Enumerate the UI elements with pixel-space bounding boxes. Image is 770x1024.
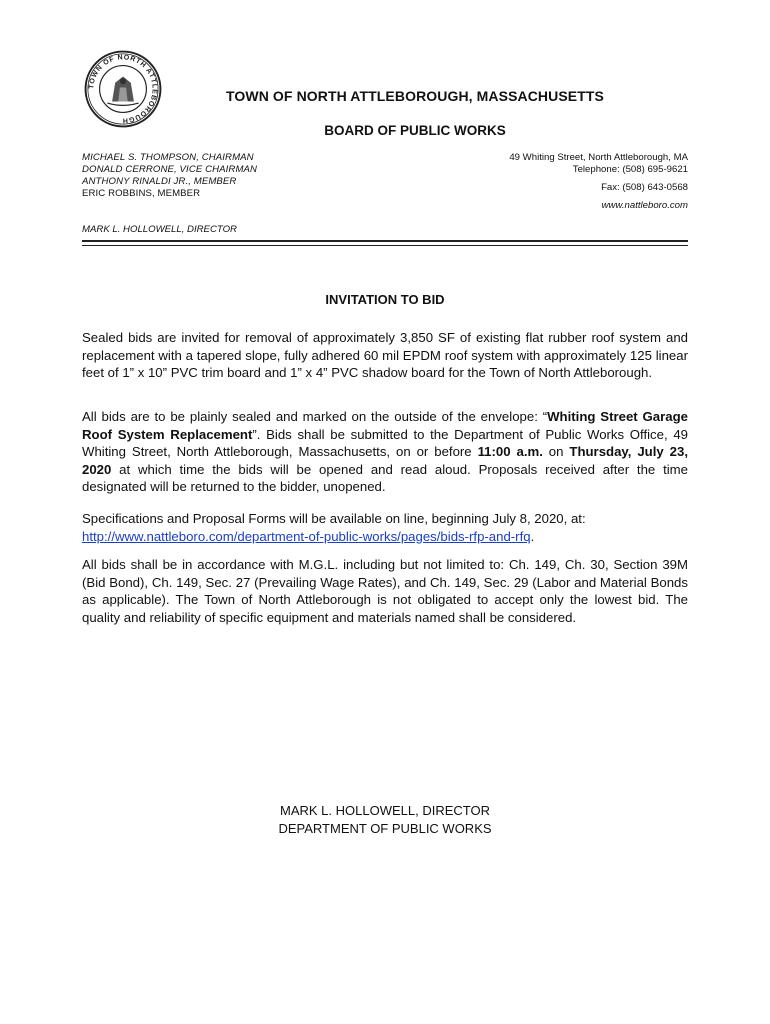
board-member: ANTHONY RINALDI JR., MEMBER	[82, 176, 237, 187]
project-name: Whiting Street Garage Roof System Replacement	[82, 409, 688, 442]
contact-telephone: Telephone: (508) 695-9621	[572, 164, 688, 175]
board-member: MICHAEL S. THOMPSON, CHAIRMAN	[82, 152, 254, 163]
text-run: at which time the bids will be opened and read aloud. Proposals received after the time designated will be returned to the bidder, unopened.	[82, 461, 688, 494]
bid-time: 11:00 a.m.	[477, 444, 543, 459]
header-divider	[82, 240, 688, 242]
document-subtitle: BOARD OF PUBLIC WORKS	[324, 123, 506, 138]
bids-link[interactable]: http://www.nattleboro.com/department-of-public-works/pages/bids-rfp-and-rfq	[82, 528, 531, 544]
paragraph-scope: Sealed bids are invited for removal of approximately 3,850 SF of existing flat rubber roof system and replacement with a tapered slope, fully adhered 60 mil EPDM roof system with approximately 125 linear feet of 1” x 10” PVC trim board and 1” x 4” PVC shadow board for the Town of North Attleborough.	[82, 330, 688, 380]
paragraph-specifications	[82, 510, 688, 545]
signature-block	[0, 802, 770, 838]
text-run: on	[542, 444, 570, 459]
contact-address: 49 Whiting Street, North Attleborough, MA	[509, 152, 688, 163]
text-run: All bids are to be plainly sealed and marked on the outside of the envelope: “	[82, 409, 548, 424]
bid-date: Thursday, July 23, 2020	[82, 444, 688, 477]
document-title: TOWN OF NORTH ATTLEBOROUGH, MASSACHUSETTS	[226, 88, 604, 104]
contact-fax: Fax: (508) 643-0568	[601, 182, 688, 193]
text-run: .	[530, 528, 535, 544]
invitation-heading: INVITATION TO BID	[325, 292, 445, 307]
text-run: Specifications and Proposal Forms will be available on line, beginning July 8, 2020, at:	[82, 511, 586, 526]
paragraph-legal: All bids shall be in accordance with M.G.L. including but not limited to: Ch. 149, Ch. 30, Section 39M (Bid Bond), Ch. 149, Sec. 27 (Prevailing Wage Rates), and Ch. 149, Sec. 29 (Labor and Material Bonds as applicable). The Town of North Attleborough is not obligated to accept only the lowest bid. The quality and reliability of specific equipment and materials named shall be considered.	[82, 557, 688, 625]
contact-block	[509, 152, 688, 212]
paragraph-submission	[82, 408, 688, 496]
board-member: ERIC ROBBINS, MEMBER	[82, 188, 201, 199]
contact-website: www.nattleboro.com	[601, 200, 688, 211]
text-run: ”. Bids shall be submitted to the Department of Public Works Office, 49 Whiting Street, North Attleborough, Massachusetts, on or before	[82, 426, 688, 459]
board-member: DONALD CERRONE, VICE CHAIRMAN	[82, 164, 258, 175]
header-divider-thin	[82, 245, 688, 246]
director-line: MARK L. HOLLOWELL, DIRECTOR	[82, 224, 237, 235]
signature-name: MARK L. HOLLOWELL, DIRECTOR	[280, 803, 490, 818]
seal-ring-text: TOWN OF NORTH ATTLEBOROUGH	[88, 54, 158, 124]
signature-department: DEPARTMENT OF PUBLIC WORKS	[278, 821, 492, 836]
board-members-list	[82, 152, 257, 200]
